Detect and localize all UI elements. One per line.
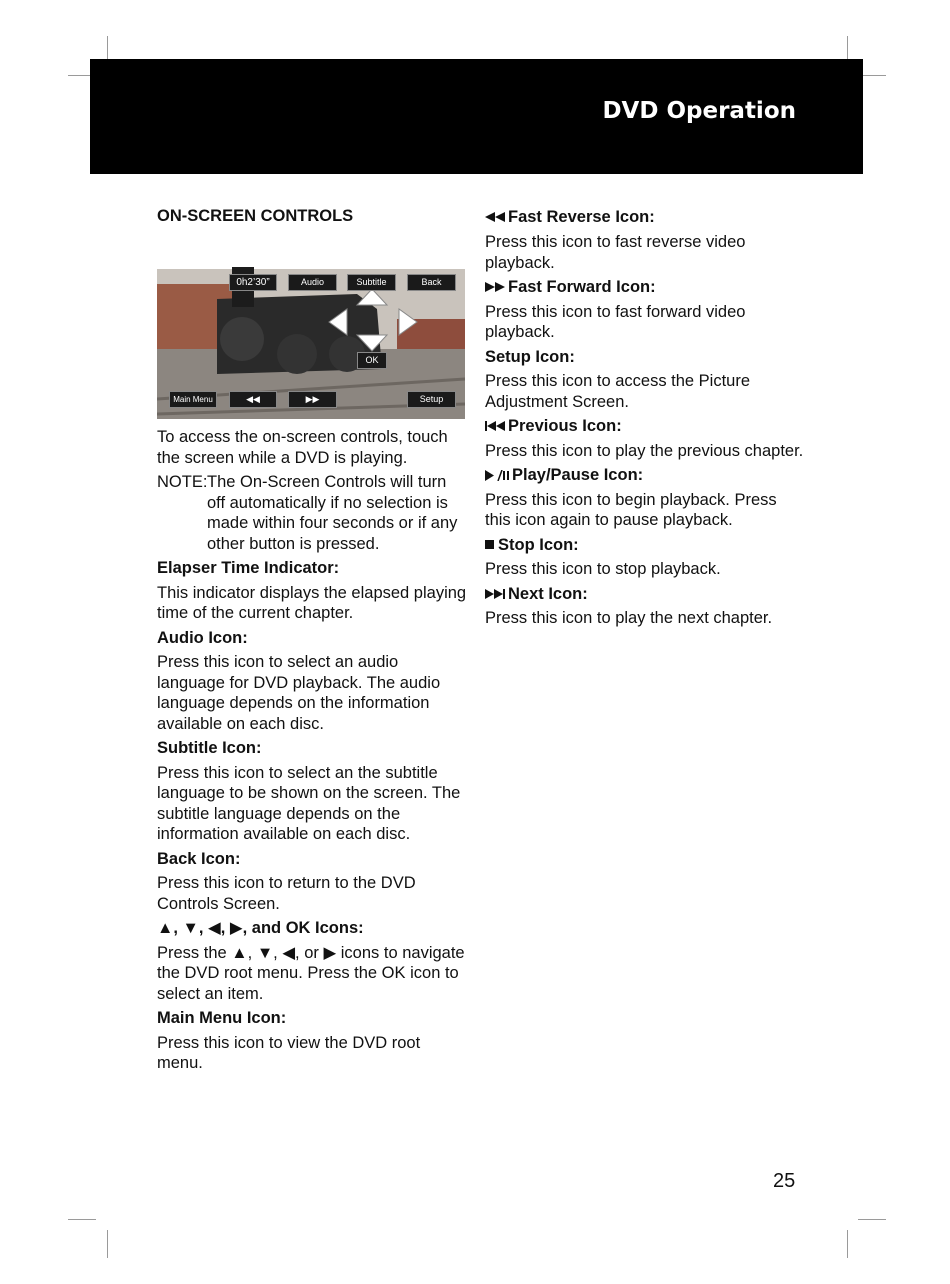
stop-heading-label: Stop Icon: bbox=[498, 535, 579, 554]
fast-forward-text: Press this icon to fast forward video playback. bbox=[485, 302, 746, 341]
fast-reverse-text: Press this icon to fast reverse video playback. bbox=[485, 233, 746, 272]
next-heading bbox=[485, 584, 805, 605]
next-heading-label: Next Icon: bbox=[508, 584, 588, 603]
subtitle-button[interactable]: Subtitle bbox=[347, 274, 396, 291]
crop-mark bbox=[858, 1219, 886, 1220]
fast-reverse-icon: ◀◀ bbox=[246, 394, 260, 404]
up-arrow-icon: ▲ bbox=[231, 943, 248, 962]
back-text: Press this icon to return to the DVD Controls Screen. bbox=[157, 874, 416, 913]
down-arrow-icon: ▼ bbox=[256, 943, 274, 962]
note-text: The On-Screen Controls will turn off automatically if no selection is made within four seconds or if any other button is pressed. bbox=[207, 473, 458, 553]
arrows-text-or: , or bbox=[295, 943, 319, 962]
intro-text: To access the on-screen controls, touch the screen while a DVD is playing. bbox=[157, 428, 448, 467]
play-pause-icon bbox=[485, 470, 509, 481]
arrows-heading: ▲ , ▼ , ◀ , ▶ , and OK Icons: bbox=[157, 919, 364, 937]
section-title: ON-SCREEN CONTROLS bbox=[157, 207, 354, 225]
setup-heading: Setup Icon: bbox=[485, 347, 575, 366]
arrows-text: Press the ▲, ▼, ◀, or ▶ icons to navigate the DVD root menu. Press the OK icon to select an item. bbox=[157, 943, 465, 1003]
up-arrow-icon: ▲ bbox=[157, 919, 174, 937]
fast-forward-heading-label: Fast Forward Icon: bbox=[508, 278, 656, 296]
play-pause-heading-label: Play/Pause Icon: bbox=[512, 466, 644, 484]
crop-mark bbox=[68, 1219, 96, 1220]
fast-reverse-heading-label: Fast Reverse Icon: bbox=[508, 207, 655, 226]
setup-button[interactable]: Setup bbox=[407, 391, 456, 408]
stop-icon bbox=[485, 540, 495, 550]
elapsed-text: This indicator displays the elapsed playing time of the current chapter. bbox=[157, 583, 467, 622]
previous-heading-label: Previous Icon: bbox=[508, 417, 622, 435]
audio-text: Press this icon to select an audio language for DVD playback. The audio language depends on the information available on each disc. bbox=[157, 653, 441, 733]
ok-button[interactable]: OK bbox=[357, 352, 387, 369]
fast-reverse-button[interactable] bbox=[229, 391, 277, 408]
fast-reverse-heading bbox=[485, 206, 805, 228]
subtitle-text: Press this icon to select an the subtitle language to be shown on the screen. The subtitle language depends on the information available on each disc. bbox=[157, 763, 461, 843]
arrows-text-prefix: Press the bbox=[157, 943, 227, 962]
previous-heading bbox=[485, 416, 805, 437]
next-icon bbox=[485, 589, 505, 599]
right-arrow-icon: ▶ bbox=[229, 919, 243, 937]
main-menu-text: Press this icon to view the DVD root menu. bbox=[157, 1033, 421, 1072]
elapsed-heading: Elapser Time Indicator: bbox=[157, 559, 340, 577]
fast-forward-heading bbox=[485, 277, 805, 298]
main-menu-button[interactable]: Main Menu bbox=[169, 391, 217, 408]
previous-text: Press this icon to play the previous chapter. bbox=[485, 441, 804, 460]
fast-forward-icon: ▶▶ bbox=[305, 394, 320, 404]
fast-reverse-icon bbox=[485, 212, 505, 222]
play-pause-text: Press this icon to begin playback. Press this icon again to pause playback. bbox=[485, 490, 777, 529]
subtitle-heading: Subtitle Icon: bbox=[157, 739, 262, 757]
left-column bbox=[157, 206, 467, 1078]
elapsed-time-indicator[interactable]: 0h2’30” bbox=[229, 274, 277, 291]
arrows-text-suffix: icons to navigate the DVD root menu. Press the OK icon to select an item. bbox=[157, 943, 465, 1003]
next-text: Press this icon to play the next chapter. bbox=[485, 609, 773, 627]
audio-button[interactable]: Audio bbox=[288, 274, 337, 291]
right-arrow-icon: ▶ bbox=[323, 943, 337, 962]
fast-forward-button[interactable] bbox=[288, 391, 337, 408]
stop-text: Press this icon to stop playback. bbox=[485, 560, 721, 578]
audio-heading: Audio Icon: bbox=[157, 628, 248, 647]
crop-mark bbox=[847, 1230, 848, 1258]
back-button[interactable]: Back bbox=[407, 274, 456, 291]
stop-heading bbox=[485, 535, 805, 556]
page-title: DVD Operation bbox=[602, 98, 796, 124]
left-arrow-icon: ◀ bbox=[282, 943, 296, 962]
note-label: NOTE: bbox=[157, 473, 208, 491]
crop-mark bbox=[107, 1230, 108, 1258]
play-pause-heading bbox=[485, 465, 805, 486]
fast-forward-icon bbox=[485, 282, 505, 292]
left-arrow-icon: ◀ bbox=[208, 919, 221, 937]
dvd-screen-illustration bbox=[157, 239, 465, 419]
previous-icon bbox=[485, 421, 505, 431]
page-number: 25 bbox=[773, 1170, 796, 1192]
down-arrow-icon: ▼ bbox=[182, 919, 199, 937]
arrows-heading-label: , and OK Icons: bbox=[242, 919, 364, 937]
note bbox=[157, 472, 467, 554]
main-menu-heading: Main Menu Icon: bbox=[157, 1009, 287, 1027]
back-heading: Back Icon: bbox=[157, 849, 241, 868]
right-column bbox=[485, 206, 805, 633]
header-bar bbox=[90, 59, 863, 174]
setup-text: Press this icon to access the Picture Adjustment Screen. bbox=[485, 372, 751, 411]
